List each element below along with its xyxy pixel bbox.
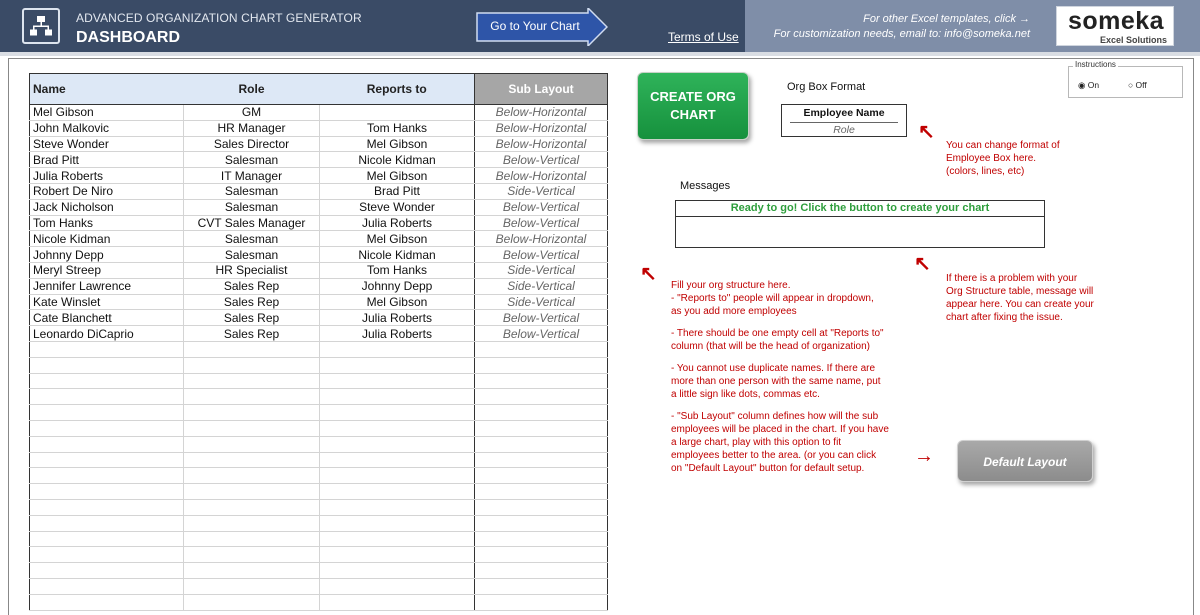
cell-reports-to[interactable]: Julia Roberts <box>320 215 475 231</box>
note-line: on "Default Layout" button for default setup. <box>671 463 865 474</box>
cell-sub-layout[interactable]: Below-Vertical <box>475 199 608 215</box>
cell-sub-layout[interactable] <box>475 373 608 389</box>
column-header-sub-layout: Sub Layout <box>475 74 608 105</box>
cell-role[interactable] <box>184 531 320 547</box>
cell-role[interactable]: Sales Rep <box>184 278 320 294</box>
cell-reports-to[interactable]: Steve Wonder <box>320 199 475 215</box>
cell-reports-to[interactable] <box>320 594 475 610</box>
cell-sub-layout[interactable] <box>475 468 608 484</box>
cell-reports-to[interactable] <box>320 420 475 436</box>
cell-role[interactable]: Salesman <box>184 199 320 215</box>
cell-role[interactable] <box>184 594 320 610</box>
cell-name[interactable] <box>30 405 184 421</box>
cell-reports-to[interactable] <box>320 563 475 579</box>
instructions-off-radio[interactable] <box>1128 80 1147 90</box>
cell-role[interactable] <box>184 341 320 357</box>
cell-role[interactable]: Sales Rep <box>184 326 320 342</box>
cell-reports-to[interactable]: Julia Roberts <box>320 326 475 342</box>
arrow-up-left-icon: ↖ <box>640 263 657 285</box>
cell-name[interactable]: John Malkovic <box>30 120 184 136</box>
cell-reports-to[interactable]: Mel Gibson <box>320 294 475 310</box>
cell-role[interactable] <box>184 436 320 452</box>
cell-name[interactable] <box>30 594 184 610</box>
table-row <box>30 231 608 247</box>
note-sub-layout <box>671 410 889 475</box>
cell-reports-to[interactable]: Mel Gibson <box>320 136 475 152</box>
note-fill-structure <box>671 279 874 318</box>
cell-role[interactable]: Sales Rep <box>184 310 320 326</box>
cell-reports-to[interactable]: Tom Hanks <box>320 262 475 278</box>
note-line: appear here. You can create your <box>946 299 1094 310</box>
cell-name[interactable] <box>30 452 184 468</box>
page-title: DASHBOARD <box>76 29 180 46</box>
cell-reports-to[interactable] <box>320 389 475 405</box>
table-header-row <box>30 74 608 105</box>
cell-role[interactable]: Sales Director <box>184 136 320 152</box>
cell-name[interactable]: Brad Pitt <box>30 152 184 168</box>
employee-name-sample: Employee Name <box>803 107 885 119</box>
note-line: - There should be one empty cell at "Reports to" <box>671 328 884 339</box>
cell-role[interactable] <box>184 405 320 421</box>
empty-table-row <box>30 547 608 563</box>
cell-sub-layout[interactable]: Side-Vertical <box>475 262 608 278</box>
cell-name[interactable] <box>30 389 184 405</box>
arrow-right-icon: → <box>914 445 934 467</box>
note-line: as you add more employees <box>671 306 797 317</box>
empty-table-row <box>30 515 608 531</box>
cell-sub-layout[interactable]: Below-Horizontal <box>475 105 608 121</box>
table-row <box>30 105 608 121</box>
note-line: a little sign like dots, commas etc. <box>671 389 820 400</box>
cell-sub-layout[interactable] <box>475 547 608 563</box>
cell-sub-layout[interactable]: Side-Vertical <box>475 294 608 310</box>
cell-sub-layout[interactable] <box>475 452 608 468</box>
instructions-toggle-group <box>1068 60 1183 98</box>
cell-role[interactable]: Sales Rep <box>184 294 320 310</box>
go-to-chart-label: Go to Your Chart <box>490 19 580 33</box>
default-layout-button[interactable]: Default Layout <box>957 440 1093 482</box>
cell-role[interactable] <box>184 578 320 594</box>
cell-sub-layout[interactable]: Below-Horizontal <box>475 168 608 184</box>
empty-table-row <box>30 357 608 373</box>
brand-name: someka <box>1067 7 1165 35</box>
employee-box-divider <box>790 122 898 123</box>
cell-role[interactable] <box>184 515 320 531</box>
table-row <box>30 326 608 342</box>
table-row <box>30 215 608 231</box>
table-row <box>30 199 608 215</box>
radio-selected-icon: ◉ <box>1078 80 1086 90</box>
cell-reports-to[interactable] <box>320 468 475 484</box>
cell-reports-to[interactable] <box>320 341 475 357</box>
cell-sub-layout[interactable] <box>475 341 608 357</box>
cell-role[interactable]: HR Manager <box>184 120 320 136</box>
column-header-name: Name <box>30 74 184 105</box>
cell-name[interactable]: Nicole Kidman <box>30 231 184 247</box>
header-bar <box>0 0 1200 52</box>
empty-table-row <box>30 484 608 500</box>
cell-sub-layout[interactable]: Below-Horizontal <box>475 231 608 247</box>
note-line: chart after fixing the issue. <box>946 312 1063 323</box>
table-row <box>30 247 608 263</box>
empty-table-row <box>30 594 608 610</box>
note-line: a large chart, play with this option to fit <box>671 437 842 448</box>
cell-reports-to[interactable] <box>320 452 475 468</box>
cell-role[interactable] <box>184 547 320 563</box>
cell-role[interactable] <box>184 484 320 500</box>
note-line: more than one person with the same name, put <box>671 376 881 387</box>
cell-name[interactable]: Meryl Streep <box>30 262 184 278</box>
cell-name[interactable] <box>30 357 184 373</box>
cell-role[interactable]: IT Manager <box>184 168 320 184</box>
create-button-line2: CHART <box>670 107 716 122</box>
messages-label: Messages <box>680 180 731 192</box>
cell-reports-to[interactable] <box>320 531 475 547</box>
cell-role[interactable]: Salesman <box>184 247 320 263</box>
org-structure-table <box>29 73 608 611</box>
app-title: ADVANCED ORGANIZATION CHART GENERATOR <box>76 11 362 25</box>
cell-name[interactable] <box>30 547 184 563</box>
cell-reports-to[interactable]: Nicole Kidman <box>320 247 475 263</box>
org-box-format-label: Org Box Format <box>787 81 866 93</box>
cell-role[interactable] <box>184 389 320 405</box>
cell-sub-layout[interactable]: Below-Vertical <box>475 152 608 168</box>
cell-reports-to[interactable] <box>320 105 475 121</box>
cell-sub-layout[interactable]: Side-Vertical <box>475 278 608 294</box>
cell-role[interactable] <box>184 420 320 436</box>
note-line: Org Structure table, message will <box>946 286 1094 297</box>
empty-table-row <box>30 389 608 405</box>
cell-name[interactable]: Robert De Niro <box>30 183 184 199</box>
note-message <box>946 272 1094 324</box>
create-org-chart-button[interactable] <box>637 72 749 140</box>
table-row <box>30 168 608 184</box>
sheet-frame-left <box>8 58 9 615</box>
cell-reports-to[interactable]: Mel Gibson <box>320 231 475 247</box>
cell-role[interactable] <box>184 563 320 579</box>
cell-sub-layout[interactable]: Below-Vertical <box>475 326 608 342</box>
cell-reports-to[interactable] <box>320 484 475 500</box>
table-body <box>30 105 608 611</box>
table-row <box>30 183 608 199</box>
brand-tagline: Excel Solutions <box>1099 35 1167 45</box>
promo-panel <box>745 0 1200 52</box>
promo-email-text: For customization needs, email to: info@someka.net <box>773 28 1030 40</box>
cell-role[interactable]: Salesman <box>184 183 320 199</box>
radio-unselected-icon: ○ <box>1128 80 1134 90</box>
cell-reports-to[interactable] <box>320 405 475 421</box>
cell-role[interactable]: Salesman <box>184 152 320 168</box>
table-row <box>30 262 608 278</box>
go-to-chart-button[interactable] <box>476 8 608 46</box>
cell-reports-to[interactable] <box>320 547 475 563</box>
cell-name[interactable] <box>30 531 184 547</box>
arrow-up-left-icon: ↖ <box>918 121 935 143</box>
cell-name[interactable]: Kate Winslet <box>30 294 184 310</box>
cell-name[interactable]: Tom Hanks <box>30 215 184 231</box>
cell-sub-layout[interactable] <box>475 357 608 373</box>
note-line: You can change format of <box>946 140 1060 151</box>
empty-table-row <box>30 578 608 594</box>
cell-name[interactable]: Steve Wonder <box>30 136 184 152</box>
cell-sub-layout[interactable] <box>475 563 608 579</box>
cell-reports-to[interactable] <box>320 578 475 594</box>
table-row <box>30 136 608 152</box>
cell-sub-layout[interactable]: Below-Vertical <box>475 215 608 231</box>
cell-reports-to[interactable] <box>320 515 475 531</box>
instructions-title: Instructions <box>1075 60 1116 69</box>
note-line: employees will be placed in the chart. If you have <box>671 424 889 435</box>
cell-name[interactable]: Cate Blanchett <box>30 310 184 326</box>
cell-role[interactable] <box>184 357 320 373</box>
cell-reports-to[interactable] <box>320 436 475 452</box>
cell-role[interactable]: Salesman <box>184 231 320 247</box>
cell-sub-layout[interactable]: Below-Vertical <box>475 247 608 263</box>
cell-name[interactable] <box>30 484 184 500</box>
note-line: Employee Box here. <box>946 153 1037 164</box>
instructions-on-radio[interactable] <box>1078 80 1099 91</box>
cell-role[interactable]: HR Specialist <box>184 262 320 278</box>
cell-role[interactable] <box>184 452 320 468</box>
table-row <box>30 152 608 168</box>
note-format <box>946 139 1060 178</box>
create-button-line1: CREATE ORG <box>650 89 736 104</box>
sheet-frame-right <box>1193 58 1194 615</box>
cell-sub-layout[interactable]: Side-Vertical <box>475 183 608 199</box>
someka-logo[interactable] <box>1056 6 1174 46</box>
cell-sub-layout[interactable] <box>475 499 608 515</box>
instructions-off-label: Off <box>1135 80 1147 90</box>
empty-table-row <box>30 531 608 547</box>
empty-table-row <box>30 436 608 452</box>
header-divider <box>0 52 1200 56</box>
column-header-role: Role <box>184 74 320 105</box>
messages-box <box>675 200 1045 248</box>
column-header-reports-to: Reports to <box>320 74 475 105</box>
table-row <box>30 310 608 326</box>
table-row <box>30 294 608 310</box>
cell-sub-layout[interactable] <box>475 436 608 452</box>
cell-sub-layout[interactable]: Below-Vertical <box>475 310 608 326</box>
terms-of-use-link[interactable]: Terms of Use <box>668 30 739 44</box>
empty-table-row <box>30 341 608 357</box>
note-line: - You cannot use duplicate names. If there are <box>671 363 876 374</box>
arrow-up-left-icon: ↖ <box>914 253 931 275</box>
empty-table-row <box>30 420 608 436</box>
cell-sub-layout[interactable] <box>475 420 608 436</box>
empty-table-row <box>30 499 608 515</box>
cell-name[interactable]: Mel Gibson <box>30 105 184 121</box>
note-line: (colors, lines, etc) <box>946 166 1025 177</box>
cell-reports-to[interactable]: Brad Pitt <box>320 183 475 199</box>
cell-sub-layout[interactable] <box>475 405 608 421</box>
cell-name[interactable]: Jennifer Lawrence <box>30 278 184 294</box>
cell-name[interactable]: Leonardo DiCaprio <box>30 326 184 342</box>
cell-sub-layout[interactable] <box>475 389 608 405</box>
cell-name[interactable]: Johnny Depp <box>30 247 184 263</box>
note-line: - "Sub Layout" column defines how will the sub <box>671 411 879 422</box>
cell-reports-to[interactable]: Julia Roberts <box>320 310 475 326</box>
cell-sub-layout[interactable] <box>475 531 608 547</box>
empty-table-row <box>30 468 608 484</box>
cell-name[interactable] <box>30 373 184 389</box>
note-empty-cell <box>671 327 884 353</box>
cell-reports-to[interactable] <box>320 373 475 389</box>
cell-reports-to[interactable]: Tom Hanks <box>320 120 475 136</box>
cell-name[interactable]: Jack Nicholson <box>30 199 184 215</box>
cell-name[interactable] <box>30 420 184 436</box>
note-line: column (that will be the head of organization) <box>671 341 871 352</box>
cell-name[interactable] <box>30 436 184 452</box>
org-chart-logo-icon <box>22 8 60 44</box>
cell-sub-layout[interactable] <box>475 484 608 500</box>
cell-reports-to[interactable]: Mel Gibson <box>320 168 475 184</box>
cell-name[interactable] <box>30 341 184 357</box>
cell-name[interactable]: Julia Roberts <box>30 168 184 184</box>
cell-sub-layout[interactable] <box>475 515 608 531</box>
role-sample: Role <box>833 124 855 136</box>
cell-role[interactable] <box>184 499 320 515</box>
cell-name[interactable] <box>30 499 184 515</box>
cell-name[interactable] <box>30 578 184 594</box>
note-line: Fill your org structure here. <box>671 280 791 291</box>
note-line: - "Reports to" people will appear in dropdown, <box>671 293 874 304</box>
empty-table-row <box>30 373 608 389</box>
cell-role[interactable] <box>184 468 320 484</box>
empty-table-row <box>30 563 608 579</box>
cell-reports-to[interactable] <box>320 499 475 515</box>
cell-sub-layout[interactable]: Below-Horizontal <box>475 120 608 136</box>
note-line: employees better to the area. (or you can click <box>671 450 877 461</box>
cell-name[interactable] <box>30 515 184 531</box>
cell-role[interactable]: GM <box>184 105 320 121</box>
employee-box-format-sample[interactable] <box>781 104 907 137</box>
cell-name[interactable] <box>30 563 184 579</box>
cell-sub-layout[interactable] <box>475 578 608 594</box>
promo-templates-link[interactable]: For other Excel templates, click → <box>863 13 1030 25</box>
cell-role[interactable]: CVT Sales Manager <box>184 215 320 231</box>
table-row <box>30 278 608 294</box>
cell-name[interactable] <box>30 468 184 484</box>
empty-table-row <box>30 405 608 421</box>
cell-sub-layout[interactable] <box>475 594 608 610</box>
table-row <box>30 120 608 136</box>
note-duplicates <box>671 362 881 401</box>
empty-table-row <box>30 452 608 468</box>
cell-reports-to[interactable] <box>320 357 475 373</box>
instructions-on-label: On <box>1087 80 1100 90</box>
status-message: Ready to go! Click the button to create your chart <box>676 201 1044 217</box>
cell-reports-to[interactable]: Nicole Kidman <box>320 152 475 168</box>
cell-role[interactable] <box>184 373 320 389</box>
cell-reports-to[interactable]: Johnny Depp <box>320 278 475 294</box>
note-line: If there is a problem with your <box>946 273 1078 284</box>
cell-sub-layout[interactable]: Below-Horizontal <box>475 136 608 152</box>
sheet-frame-top <box>8 58 1194 59</box>
